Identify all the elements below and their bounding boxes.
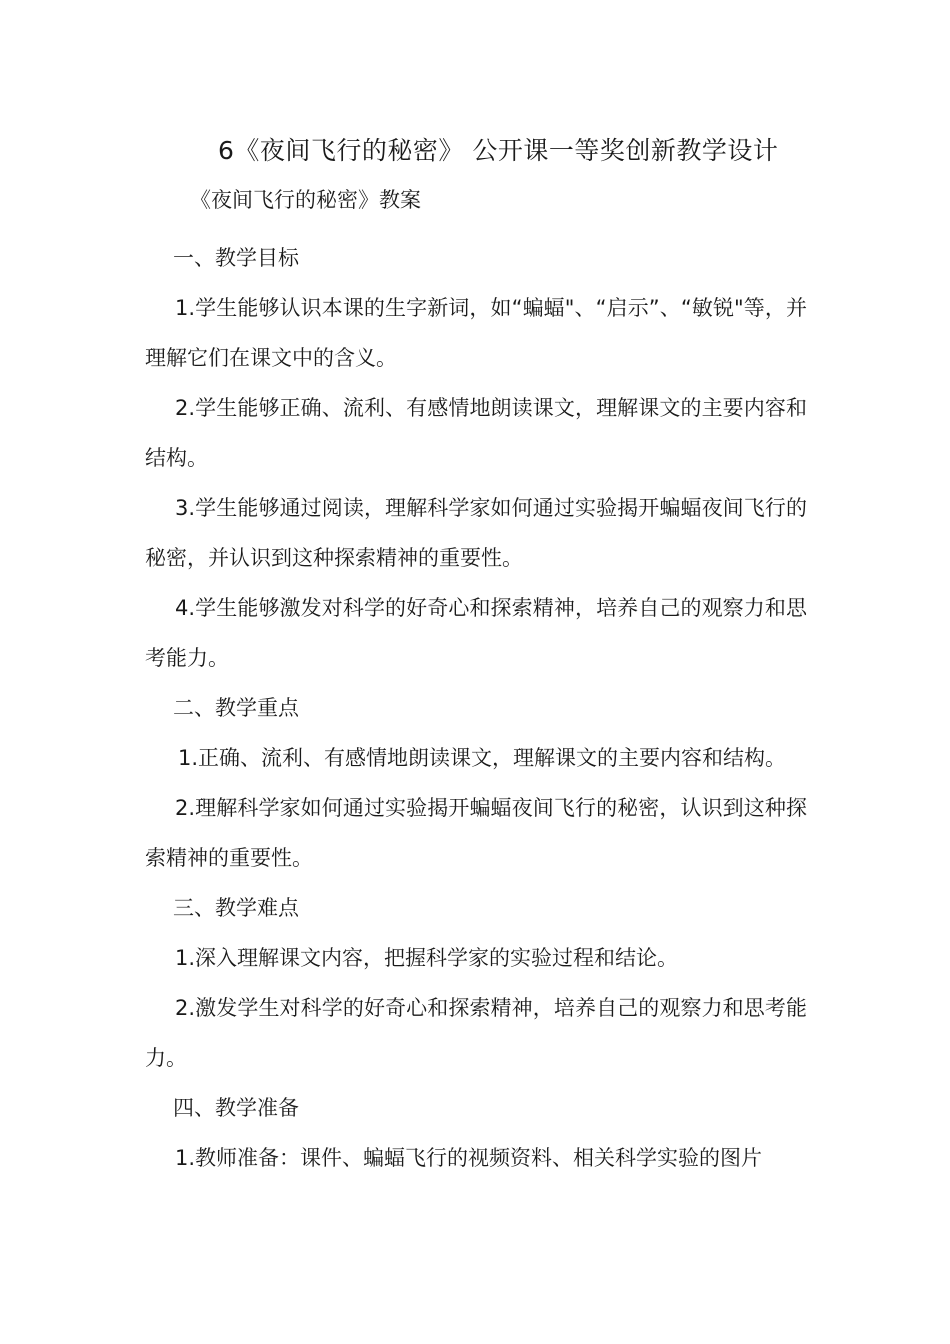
objective-item-1: 1.学生能够认识本课的生字新词，如“蝙蝠"、“启示”、“敏锐"等，并理解它们在课文中的含义。: [145, 296, 807, 370]
difficulty-item-2: 2.激发学生对科学的好奇心和探索精神，培养自己的观察力和思考能力。: [145, 996, 807, 1070]
difficulty-item-1: 1.深入理解课文内容，把握科学家的实验过程和结论。: [175, 946, 679, 970]
section-heading-key-points: 二、教学重点: [173, 696, 299, 720]
section-heading-objectives: 一、教学目标: [173, 246, 299, 270]
objective-item-2: 2.学生能够正确、流利、有感情地朗读课文，理解课文的主要内容和结构。: [145, 396, 807, 470]
preparation-item-1: 1.教师准备：课件、蝙蝠飞行的视频资料、相关科学实验的图片: [175, 1146, 763, 1170]
document-body: [145, 233, 807, 1183]
document-subtitle: 《夜间飞行的秘密》教案: [190, 188, 421, 212]
objective-item-4: 4.学生能够激发对科学的好奇心和探索精神，培养自己的观察力和思考能力。: [145, 596, 807, 670]
document-title: 6《夜间飞行的秘密》 公开课一等奖创新教学设计: [218, 136, 779, 165]
key-point-item-1: 1.正确、流利、有感情地朗读课文，理解课文的主要内容和结构。: [178, 746, 787, 770]
objective-item-3: 3.学生能够通过阅读，理解科学家如何通过实验揭开蝙蝠夜间飞行的秘密，并认识到这种探索精神的重要性。: [145, 496, 807, 570]
section-heading-difficulties: 三、教学难点: [173, 896, 299, 920]
key-point-item-2: 2.理解科学家如何通过实验揭开蝙蝠夜间飞行的秘密，认识到这种探索精神的重要性。: [145, 796, 807, 870]
section-heading-preparation: 四、教学准备: [173, 1096, 299, 1120]
